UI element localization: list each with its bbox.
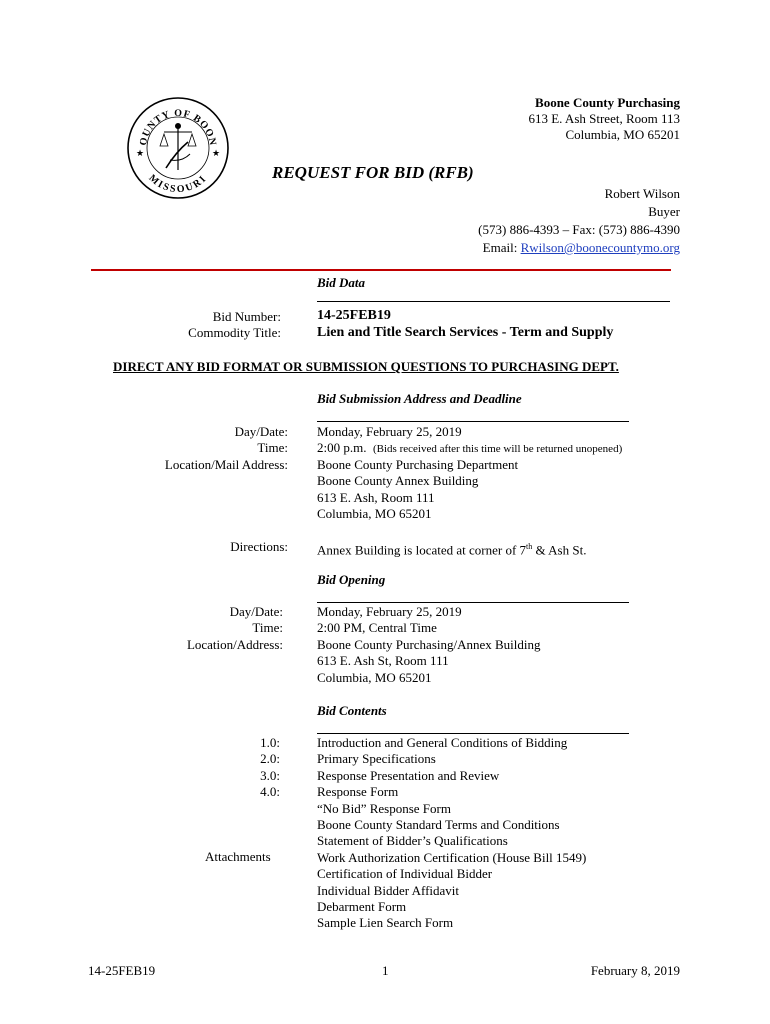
contents-section-number: 4.0: xyxy=(260,784,280,800)
svg-text:★: ★ xyxy=(135,148,145,158)
footer-date: February 8, 2019 xyxy=(590,963,680,978)
contents-item: Statement of Bidder’s Qualifications xyxy=(317,833,508,849)
buyer-email-line xyxy=(478,239,680,257)
submission-time-value xyxy=(317,440,622,456)
contents-item: Introduction and General Conditions of Bidding xyxy=(317,735,568,750)
bid-number-value: 14-25FEB19 xyxy=(317,308,391,323)
footer-bid-number: 14-25FEB19 xyxy=(88,963,156,978)
contents-item: Response Form xyxy=(317,784,399,800)
document-title: REQUEST FOR BID (RFB) xyxy=(272,163,474,182)
submission-time-label: Time: xyxy=(257,440,288,456)
contents-item: Work Authorization Certification (House Bill 1549) xyxy=(317,849,587,865)
direct-questions-notice: DIRECT ANY BID FORMAT OR SUBMISSION QUESTIONS TO PURCHASING DEPT. xyxy=(113,359,619,374)
contents-item: “No Bid” Response Form xyxy=(317,800,451,816)
contents-item: Individual Bidder Affidavit xyxy=(317,882,460,898)
bid-number-label: Bid Number: xyxy=(212,309,281,324)
contents-item: Certification of Individual Bidder xyxy=(317,866,493,882)
submission-underline xyxy=(317,421,629,422)
bid-data-underline xyxy=(317,301,670,302)
contents-section-number: 1.0: xyxy=(260,735,280,750)
submission-heading: Bid Submission Address and Deadline xyxy=(317,391,522,406)
buyer-name: Robert Wilson xyxy=(604,186,680,201)
buyer-phone-fax: (573) 886-4393 – Fax: (573) 886-4390 xyxy=(478,222,680,237)
header-divider xyxy=(91,269,671,271)
opening-time-label: Time: xyxy=(252,620,283,636)
svg-text:COUNTY OF BOONE: OUNTY OF BOON xyxy=(137,107,219,147)
commodity-title-label: Commodity Title: xyxy=(188,325,281,340)
submission-address-label: Location/Mail Address: xyxy=(164,456,288,472)
contents-item: Response Presentation and Review xyxy=(317,767,500,783)
commodity-title-value: Lien and Title Search Services - Term and Supply xyxy=(317,325,614,340)
svg-text:★: ★ xyxy=(211,148,221,158)
contents-heading: Bid Contents xyxy=(317,703,387,718)
svg-text:MISSOURI: MISSOURI xyxy=(146,172,210,196)
email-label: Email: xyxy=(482,240,521,255)
opening-underline xyxy=(317,602,629,603)
opening-address-line: 613 E. Ash St, Room 111 xyxy=(317,653,449,669)
submission-time-note: (Bids received after this time will be returned unopened) xyxy=(372,443,623,456)
contents-item: Sample Lien Search Form xyxy=(317,915,454,931)
contents-section-number: 3.0: xyxy=(260,767,280,783)
purchasing-address-line1: 613 E. Ash Street, Room 113 xyxy=(528,111,680,126)
submission-address-line: Boone County Purchasing Department xyxy=(317,456,519,472)
opening-address-line: Columbia, MO 65201 xyxy=(317,669,432,685)
submission-date-label: Day/Date: xyxy=(234,424,288,439)
submission-address-line: Columbia, MO 65201 xyxy=(317,505,432,521)
contents-underline xyxy=(317,733,629,734)
opening-time-value: 2:00 PM, Central Time xyxy=(317,620,437,636)
submission-address-line: 613 E. Ash, Room 111 xyxy=(317,489,435,505)
submission-date-value: Monday, February 25, 2019 xyxy=(317,424,462,439)
bid-data-heading: Bid Data xyxy=(317,275,366,290)
submission-time: 2:00 p.m. xyxy=(317,440,367,456)
buyer-email-link[interactable]: Rwilson@boonecountymo.org xyxy=(520,240,680,255)
directions-label: Directions: xyxy=(230,539,288,554)
opening-date-label: Day/Date: xyxy=(229,604,283,619)
opening-heading: Bid Opening xyxy=(317,572,386,587)
footer-page-number: 1 xyxy=(382,963,389,978)
submission-address-line: Boone County Annex Building xyxy=(317,473,479,489)
opening-date-value: Monday, February 25, 2019 xyxy=(317,604,462,619)
contents-item: Boone County Standard Terms and Conditions xyxy=(317,816,560,832)
contents-section-number: 2.0: xyxy=(260,751,280,767)
opening-address-label: Location/Address: xyxy=(186,636,283,652)
directions-value: Annex Building is located at corner of 7th & Ash St. xyxy=(317,542,587,558)
buyer-role: Buyer xyxy=(648,204,680,219)
county-seal-icon xyxy=(126,96,230,200)
purchasing-address-line2: Columbia, MO 65201 xyxy=(565,127,680,142)
opening-address-line: Boone County Purchasing/Annex Building xyxy=(317,636,541,652)
contents-item: Primary Specifications xyxy=(317,751,436,767)
contents-item: Debarment Form xyxy=(317,898,407,914)
purchasing-org: Boone County Purchasing xyxy=(535,95,680,110)
attachments-label: Attachments xyxy=(205,849,271,864)
